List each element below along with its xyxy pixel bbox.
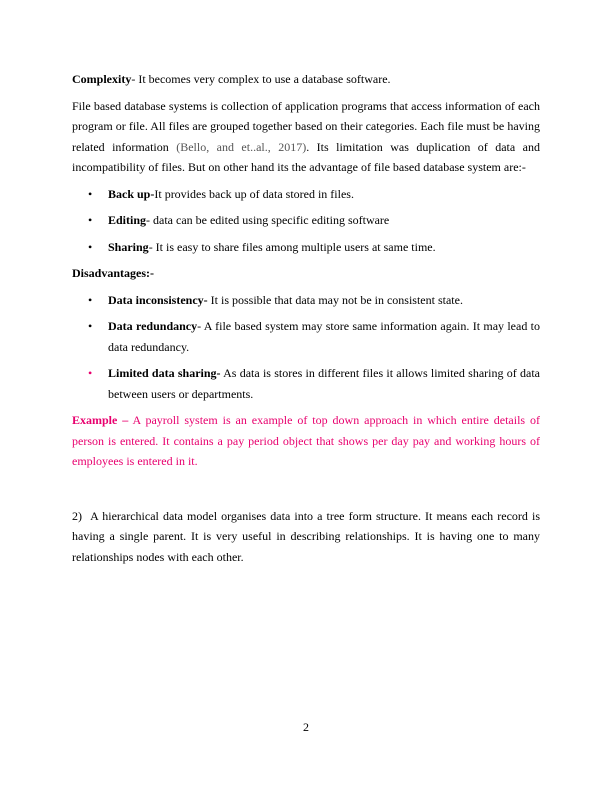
bullet-icon: • [88,319,93,333]
disadvantages-heading-text: Disadvantages:- [72,266,155,280]
advantage-term: Sharing [108,239,149,254]
page-content [72,69,540,567]
disadvantage-text: As data is stores in different files it allows limited sharing of data between users or departments. [108,366,540,401]
list-item [72,363,540,404]
example-text: A payroll system is an example of top down approach in which entire details of person is entered. It contains a pay period object that shows per day pay and working hours of employees is entered in it. [72,413,540,468]
disadvantage-term: Data inconsistency- [108,292,208,307]
hierarchical-text: A hierarchical data model organises data into a tree form structure. It means each record is having a single parent. It is very useful in describing relationships. It is having one to many relationships nodes with each other. [72,508,540,564]
complexity-text: - It becomes very complex to use a database software. [131,72,391,86]
list-item [72,290,540,311]
advantage-term: Editing [108,213,147,227]
advantage-text: It provides back up of data stored in files. [154,186,354,201]
advantages-list [72,184,540,258]
advantage-text: - data can be edited using specific editing software [146,213,390,227]
file-based-text-2: . Its limitation was duplication of data and incompatibility of files. But on other hand its the advantage of file based database system are:- [72,139,540,174]
file-based-paragraph [72,96,540,178]
disadvantage-term: Limited data sharing- [108,366,221,380]
example-paragraph [72,410,540,472]
disadvantage-term: Data redundancy [108,319,198,333]
disadvantages-heading [72,263,540,284]
hierarchical-paragraph [72,506,540,568]
citation: (Bello, and et..al., 2017) [176,139,307,154]
disadvantage-text: It is possible that data may not be in consistent state. [207,292,463,307]
complexity-paragraph [72,69,540,90]
bullet-icon: • [88,239,93,254]
disadvantage-text: - A file based system may store same information again. It may lead to data redundancy. [108,319,540,354]
complexity-term: Complexity [72,72,132,86]
bullet-icon: • [88,186,93,201]
example-term: Example – [72,413,129,427]
file-based-text-1: File based database systems is collection of application programs that access information of each program or file. All files are grouped together based on their categories. Each file must be having related information [72,98,540,154]
list-item [72,237,540,258]
page-number: 2 [303,720,309,734]
list-item [72,210,540,231]
item-number: 2) [72,508,82,523]
advantage-text: - It is easy to share files among multiple users at same time. [148,239,436,254]
disadvantages-list [72,290,540,405]
list-item [72,184,540,205]
bullet-icon: • [88,213,93,227]
bullet-icon: • [88,366,93,380]
bullet-icon: • [88,292,93,307]
list-item [72,316,540,357]
advantage-term: Back up- [108,186,155,201]
